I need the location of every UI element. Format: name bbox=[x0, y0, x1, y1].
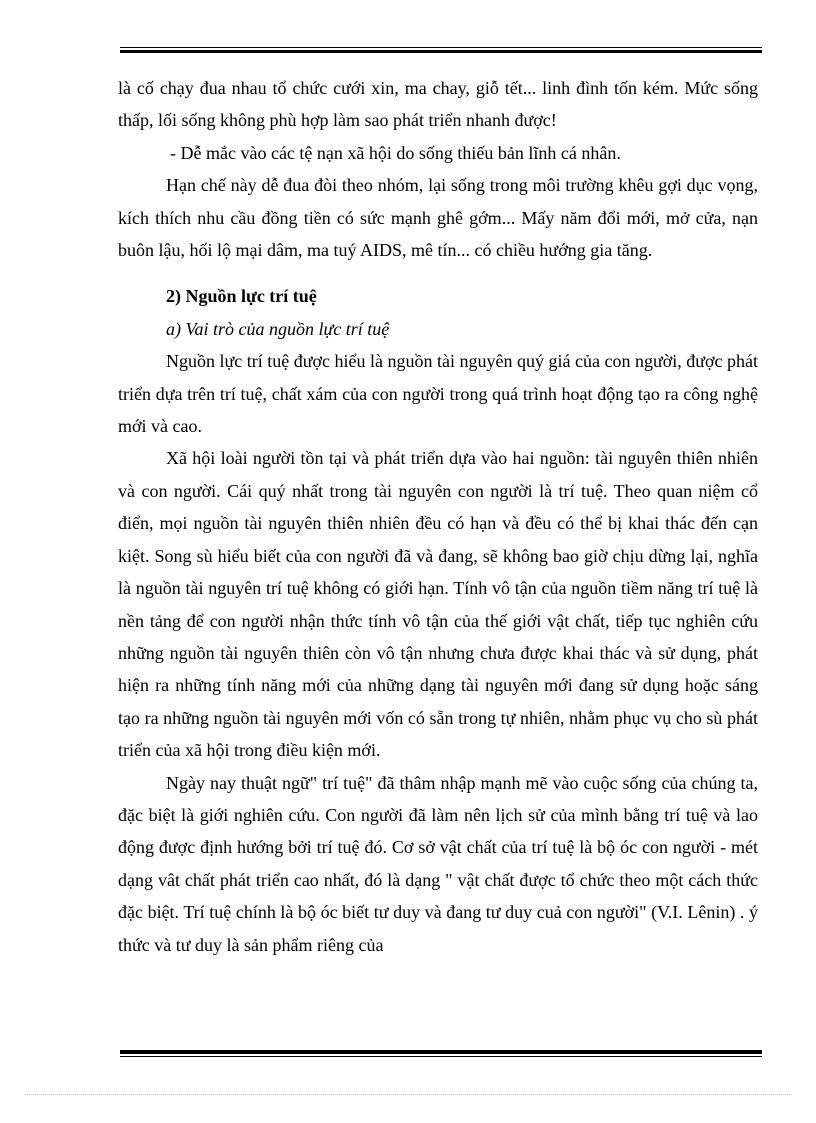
section-heading: 2) Nguồn lực trí tuệ bbox=[166, 286, 317, 307]
section-subheading: a) Vai trò của nguồn lực trí tuệ bbox=[166, 318, 390, 339]
header-rule-thin bbox=[120, 47, 762, 48]
paragraph-3: Hạn chế này dễ đua đòi theo nhóm, lại sống trong môi trường khêu gợi dục vọng, kích thích nhu cầu đồng tiền có sức mạnh ghê gớm... Mấy năm đổi mới, mở cửa, nạn buôn lậu, hối lộ mại dâm, ma tuý AIDS, mê tín... có chiều hướng gia tăng. bbox=[118, 175, 758, 261]
paragraph-2-bullet: - Dễ mắc vào các tệ nạn xã hội do sống thiếu bản lĩnh cá nhân. bbox=[170, 142, 621, 163]
page-body bbox=[118, 72, 758, 961]
paragraph-1: là cố chạy đua nhau tổ chức cưới xin, ma chay, giỗ tết... linh đình tốn kém. Mức sống thấp, lối sống không phù hợp làm sao phát triển nhanh được! bbox=[118, 78, 758, 131]
page-break-dotted-line bbox=[24, 1094, 792, 1095]
paragraph-5: Xã hội loài người tồn tại và phát triển dựa vào hai nguồn: tài nguyên thiên nhiên và con người. Cái quý nhất trong tài nguyên con người là trí tuệ. Theo quan niệm cổ điển, mọi nguồn tài nguyên thiên nhiên đều có hạn và đều có thể bị khai thác đến cạn kiệt. Song sù hiểu biết của con người đã và đang, sẽ không bao giờ chịu dừng lại, nghĩa là nguồn tài nguyên trí tuệ không có giới hạn. Tính vô tận của nguồn tiềm năng trí tuệ là nền tảng để con người nhận thức tính vô tận của thế giới vật chất, tiếp tục nghiên cứu những nguồn tài nguyên thiên còn vô tận nhưng chưa được khai thác và sử dụng, phát hiện ra những tính năng mới của những dạng tài nguyên mới đang sử dụng hoặc sáng tạo ra những nguồn tài nguyên mới vốn có sẵn trong tự nhiên, nhằm phục vụ cho sù phát triển của xã hội trong điều kiện mới. bbox=[118, 448, 758, 761]
header-double-rule bbox=[120, 47, 762, 54]
paragraph-4: Nguồn lực trí tuệ được hiểu là nguồn tài nguyên quý giá của con người, được phát triển dựa trên trí tuệ, chất xám của con người trong quá trình hoạt động tạo ra công nghệ mới và cao. bbox=[118, 351, 758, 437]
paragraph-6: Ngày nay thuật ngữ" trí tuệ" đã thâm nhập mạnh mẽ vào cuộc sống của chúng ta, đặc biệt là giới nghiên cứu. Con người đã làm nên lịch sử của mình bằng trí tuệ và lao động được định hướng bởi trí tuệ đó. Cơ sở vật chất của trí tuệ là bộ óc con người - mét dạng vât chất phát triển cao nhất, đó là dạng " vật chất được tổ chức theo một cách thức đặc biệt. Trí tuệ chính là bộ óc biết tư duy và đang tư duy cuả con người" (V.I. Lênin) . ý thức và tư duy là sản phẩm riêng của bbox=[118, 772, 758, 955]
footer-rule-thick bbox=[120, 1050, 762, 1054]
footer-rule-thin bbox=[120, 1056, 762, 1057]
header-rule-thick bbox=[120, 50, 762, 53]
footer-double-rule bbox=[120, 1050, 762, 1060]
